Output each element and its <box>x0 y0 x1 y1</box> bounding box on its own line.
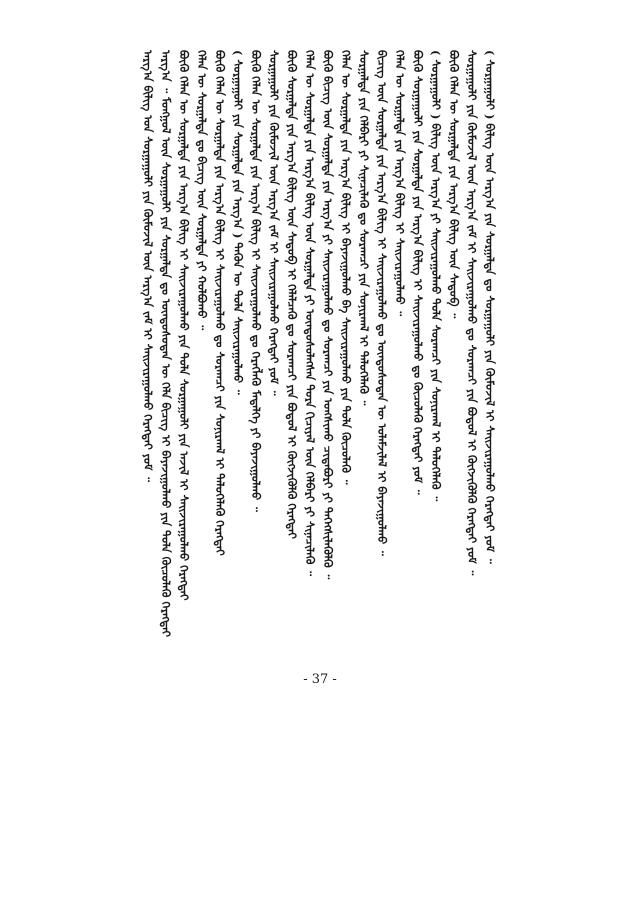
text-column: ᠬᠡᠯᠡᠨ ᠦ ᠰᠤᠷᠭᠠᠯᠲᠠ ᠶᠢᠨ ᠠᠷᠭ᠎ᠠ ᠪᠢᠯᠢᠭ ᠢ ᠪᠠᠶᠠᠵᠢᠭᠤᠯᠬᠤ ᠪᠠ ᠰᠠᠢᠵᠢᠷᠠᠭᠤᠯᠬᠤ ᠶᠢᠨ ᠲᠤᠯᠠ ᠬᠦᠴᠦᠯᠡᠬᠦ ᠃ <box>339 50 353 485</box>
text-column: ᠪᠦᠬᠦ ᠬᠡᠯᠡᠨ ᠦ ᠰᠤᠷᠭᠠᠯᠲᠠ ᠶᠢᠨ ᠠᠷᠭ᠎ᠠ ᠪᠢᠯᠢᠭ ᠢ ᠰᠠᠢᠵᠢᠷᠠᠭᠤᠯᠬᠤ ᠳᠤ ᠬᠡᠷᠡᠭᠯᠡᠬᠦ ᠮᠡᠳᠡᠯᠭᠡ ᠶᠢ ᠪᠠᠶᠠᠵᠢᠭᠤᠯᠬᠤ ᠃ <box>249 50 263 512</box>
vertical-mongolian-text-block <box>140 50 510 640</box>
text-column: ᠪᠦᠬᠦ ᠬᠡᠯᠡᠨ ᠦ ᠰᠤᠷᠭᠠᠯᠲᠠ ᠶᠢᠨ ᠠᠷᠭ᠎ᠠ ᠪᠢᠯᠢᠭ ᠢ ᠰᠠᠢᠵᠢᠷᠠᠭᠤᠯᠬᠤ ᠶᠢᠨ ᠲᠤᠯᠠ ᠰᠤᠷᠭᠠᠭᠤᠯᠢ ᠶᠢᠨ ᠠᠵᠢᠯ ᠢ ᠰᠠᠢᠵᠢᠷᠠᠭᠤᠯᠬᠤ ᠬᠡᠷᠡᠭᠲᠡᠢ <box>177 50 191 601</box>
text-column: ᠪᠦᠬᠦ ᠬᠡᠯᠡᠨ ᠦ ᠰᠤᠷᠭᠠᠯᠲᠠ ᠶᠢᠨ ᠠᠷᠭ᠎ᠠ ᠪᠢᠯᠢᠭ ᠦᠨ ᠰᠡᠳᠦᠪ ᠃ <box>447 50 461 319</box>
page-number: - 37 - <box>303 672 337 687</box>
text-column: ᠬᠡᠯᠡᠨ ᠦ ᠰᠤᠷᠭᠠᠯᠲᠠ ᠶᠢᠨ ᠠᠷᠭ᠎ᠠ ᠪᠢᠯᠢᠭ ᠢ ᠰᠠᠢᠵᠢᠷᠠᠭᠤᠯᠬᠤ ᠃ <box>393 50 407 317</box>
text-column: ᠬᠡᠯᠡᠨ ᠦ ᠰᠤᠷᠭᠠᠯᠲᠠ ᠳᠤ ᠪᠢᠴᠢᠭ ᠦᠨ ᠰᠤᠷᠭᠠᠯᠲᠠ ᠶᠢ ᠬᠣᠯᠪᠤᠬᠤ ᠃ <box>195 50 209 331</box>
text-column: ( ᠰᠤᠷᠭᠠᠭᠤᠯᠢ ᠶᠢᠨ ᠰᠤᠷᠭᠠᠯᠲᠠ ᠶᠢᠨ ᠠᠷᠭ᠎ᠠ ) ᠲᠡᠭᠦᠨ ᠦ ᠲᠤᠯᠠ ᠰᠠᠢᠵᠢᠷᠠᠭᠤᠯᠬᠤ ᠃ <box>231 50 245 395</box>
text-column: ᠪᠦᠬᠦ ᠪᠢᠴᠢᠭ ᠦᠨ ᠰᠤᠷᠭᠠᠯᠲᠠ ᠶᠢᠨ ᠠᠷᠭ᠎ᠠ ᠶᠢ ᠰᠠᠢᠵᠢᠷᠠᠭᠤᠯᠬᠤ ᠳᠤ ᠰᠤᠷᠠᠭᠴᠢ ᠶᠢᠨ ᠤᠩᠰᠢᠬᠤ ᠴᠢᠳᠠᠪᠤᠷᠢ ᠶᠢ ᠳᠡᠭᠡᠭᠰᠢᠯᠡᠭᠦᠯᠬᠦ ᠃ <box>321 50 335 580</box>
text-column: ᠪᠦᠬᠦ ᠰᠤᠷᠭᠠᠯᠲᠠ ᠶᠢᠨ ᠠᠷᠭ᠎ᠠ ᠪᠢᠯᠢᠭ ᠦᠨ ᠰᠡᠳᠦᠪ ᠢ ᠬᠡᠯᠡᠯᠴᠡᠬᠦ ᠳᠤ ᠰᠤᠷᠠᠭᠴᠢ ᠶᠢᠨ ᠪᠣᠳᠤᠯ ᠢ ᠬᠥᠭᠵᠢᠭᠦᠯᠬᠦ ᠬᠡᠷᠡᠭᠲᠡᠢ <box>285 50 299 539</box>
text-column: ᠰᠤᠷᠭᠠᠭᠤᠯᠢ ᠶᠢᠨ ᠬᠦᠮᠦᠵᠢᠯ ᠦᠨ ᠠᠷᠭ᠎ᠠ ᠵᠠᠮ ᠢ ᠰᠠᠢᠵᠢᠷᠠᠭᠤᠯᠬᠤ ᠬᠡᠷᠡᠭᠲᠡᠢ ᠶᠤᠮ ᠃ <box>267 50 281 396</box>
text-column: ᠪᠢᠴᠢᠭ ᠦᠨ ᠰᠤᠷᠭᠠᠯᠲᠠ ᠶᠢᠨ ᠠᠷᠭ᠎ᠠ ᠪᠢᠯᠢᠭ ᠢ ᠰᠠᠢᠵᠢᠷᠠᠭᠤᠯᠬᠤ ᠳᠤ ᠦᠨᠳᠦᠰᠦᠲᠡᠨ ᠦ ᠤᠯᠠᠮᠵᠢᠯᠠᠯ ᠢ ᠪᠠᠶᠠᠵᠢᠭᠤᠯᠬᠤ ᠃ <box>375 50 389 556</box>
text-column: ( ᠰᠤᠷᠭᠠᠭᠤᠯᠢ ) ᠪᠢᠯᠢᠭ ᠦᠨ ᠠᠷᠭ᠎ᠠ ᠶᠢᠨ ᠰᠤᠷᠭᠠᠯᠲᠠ ᠳᠤ ᠰᠤᠷᠭᠠᠭᠤᠯᠢ ᠶᠢᠨ ᠬᠦᠮᠦᠵᠢᠯ ᠢ ᠰᠠᠢᠵᠢᠷᠠᠭᠤᠯᠬᠤ ᠬᠡᠷᠡᠭᠲᠡᠢ ᠶᠤᠮ ᠃ <box>483 50 497 564</box>
text-column: ᠪᠦᠬᠦ ᠰᠤᠷᠭᠠᠭᠤᠯᠢ ᠶᠢᠨ ᠰᠤᠷᠭᠠᠯᠲᠠ ᠶᠢᠨ ᠠᠷᠭ᠎ᠠ ᠪᠢᠯᠢᠭ ᠢ ᠰᠠᠢᠵᠢᠷᠠᠭᠤᠯᠬᠤ ᠳᠤ ᠬᠦᠴᠦᠯᠡᠬᠦ ᠬᠡᠷᠡᠭᠲᠡᠢ ᠶᠤᠮ ᠃ <box>411 50 425 495</box>
text-column: ᠪᠦᠬᠦ ᠬᠡᠯᠡᠨ ᠦ ᠰᠤᠷᠭᠠᠯᠲᠠ ᠶᠢᠨ ᠠᠷᠭ᠎ᠠ ᠪᠢᠯᠢᠭ ᠢ ᠰᠠᠢᠵᠢᠷᠠᠭᠤᠯᠬᠤ ᠳᠤ ᠰᠤᠷᠠᠭᠴᠢ ᠶᠢᠨ ᠰᠣᠨᠢᠷᠬᠠᠯ ᠢ ᠲᠡᠯᠦᠭᠡᠯᠡᠬᠦ ᠬᠡᠷᠡᠭᠲᠡᠢ <box>213 50 227 556</box>
text-column: ᠠᠷᠭ᠎ᠠ ᠃ ᠮᠣᠩᠭᠣᠯ ᠦᠨ ᠰᠤᠷᠭᠠᠭᠤᠯᠢ ᠶᠢᠨ ᠰᠤᠷᠭᠠᠯᠲᠠ ᠳᠤ ᠦᠨᠳᠦᠰᠦᠲᠡᠨ ᠦ ᠬᠡᠯᠡ ᠪᠢᠴᠢᠭ ᠢ ᠪᠠᠶᠠᠵᠢᠭᠤᠯᠬᠤ ᠶᠢᠨ ᠲᠤᠯᠠ ᠬᠦᠴᠦᠯᠡᠬᠦ ᠬᠡᠷᠡᠭᠲᠡᠢ <box>159 50 173 637</box>
text-column: ᠰᠤᠷᠭᠠᠭᠤᠯᠢ ᠶᠢᠨ ᠬᠦᠮᠦᠵᠢᠯ ᠦᠨ ᠠᠷᠭ᠎ᠠ ᠵᠠᠮ ᠢ ᠰᠠᠢᠵᠢᠷᠠᠭᠤᠯᠬᠤ ᠳᠤ ᠰᠤᠷᠠᠭᠴᠢ ᠶᠢᠨ ᠪᠣᠳᠤᠯ ᠢ ᠬᠥᠭᠵᠢᠭᠦᠯᠬᠦ ᠬᠡᠷᠡᠭᠲᠡᠢ ᠶᠤᠮ ᠃ <box>465 50 479 576</box>
text-column: ᠠᠷᠭ᠎ᠠ ᠪᠢᠯᠢᠭ ᠤᠨ ᠰᠤᠷᠭᠠᠭᠤᠯᠢ ᠶᠢᠨ ᠬᠦᠮᠦᠵᠢᠯ ᠦᠨ ᠠᠷᠭ᠎ᠠ ᠵᠠᠮ ᠢ ᠰᠠᠢᠵᠢᠷᠠᠭᠤᠯᠬᠤ ᠬᠡᠷᠡᠭᠲᠡᠢ ᠶᠤᠮ ᠃ <box>141 50 155 482</box>
text-column: ᠬᠡᠯᠡᠨ ᠦ ᠰᠤᠷᠭᠠᠯᠲᠠ ᠶᠢᠨ ᠠᠷᠭ᠎ᠠ ᠪᠢᠯᠢᠭ ᠦᠨ ᠰᠤᠷᠭᠠᠯᠲᠠ ᠶᠢ ᠦᠨᠳᠦᠰᠦᠯᠡᠭᠰᠡᠨ ᠲᠣᠷᠠ ᠬᠢᠴᠢᠶᠡᠯ ᠦᠨ ᠬᠡᠯᠪᠡᠷᠢ ᠶᠢ ᠰᠢᠨᠡᠴᠢᠯᠡᠬᠦ ᠃ <box>303 50 317 576</box>
text-column: ᠰᠤᠷᠭᠠᠯᠲᠠ ᠶᠢᠨ ᠬᠡᠯᠪᠡᠷᠢ ᠶᠢ ᠰᠢᠨᠡᠴᠢᠯᠡᠬᠦ ᠳᠤ ᠰᠤᠷᠠᠭᠴᠢ ᠶᠢᠨ ᠰᠣᠨᠢᠷᠬᠠᠯ ᠢ ᠲᠡᠯᠦᠭᠡᠯᠡᠬᠦ ᠃ <box>357 50 371 406</box>
text-column: ( ᠰᠤᠷᠭᠠᠭᠤᠯᠢ ) ᠪᠢᠯᠢᠭ ᠦᠨ ᠠᠷᠭ᠎ᠠ ᠶᠢ ᠰᠠᠢᠵᠢᠷᠠᠭᠤᠯᠬᠤ ᠲᠤᠯᠠ ᠰᠤᠷᠠᠭᠴᠢ ᠶᠢᠨ ᠰᠣᠨᠢᠷᠬᠠᠯ ᠢ ᠲᠡᠯᠦᠭᠡᠯᠡᠬᠦ ᠃ <box>429 50 443 502</box>
